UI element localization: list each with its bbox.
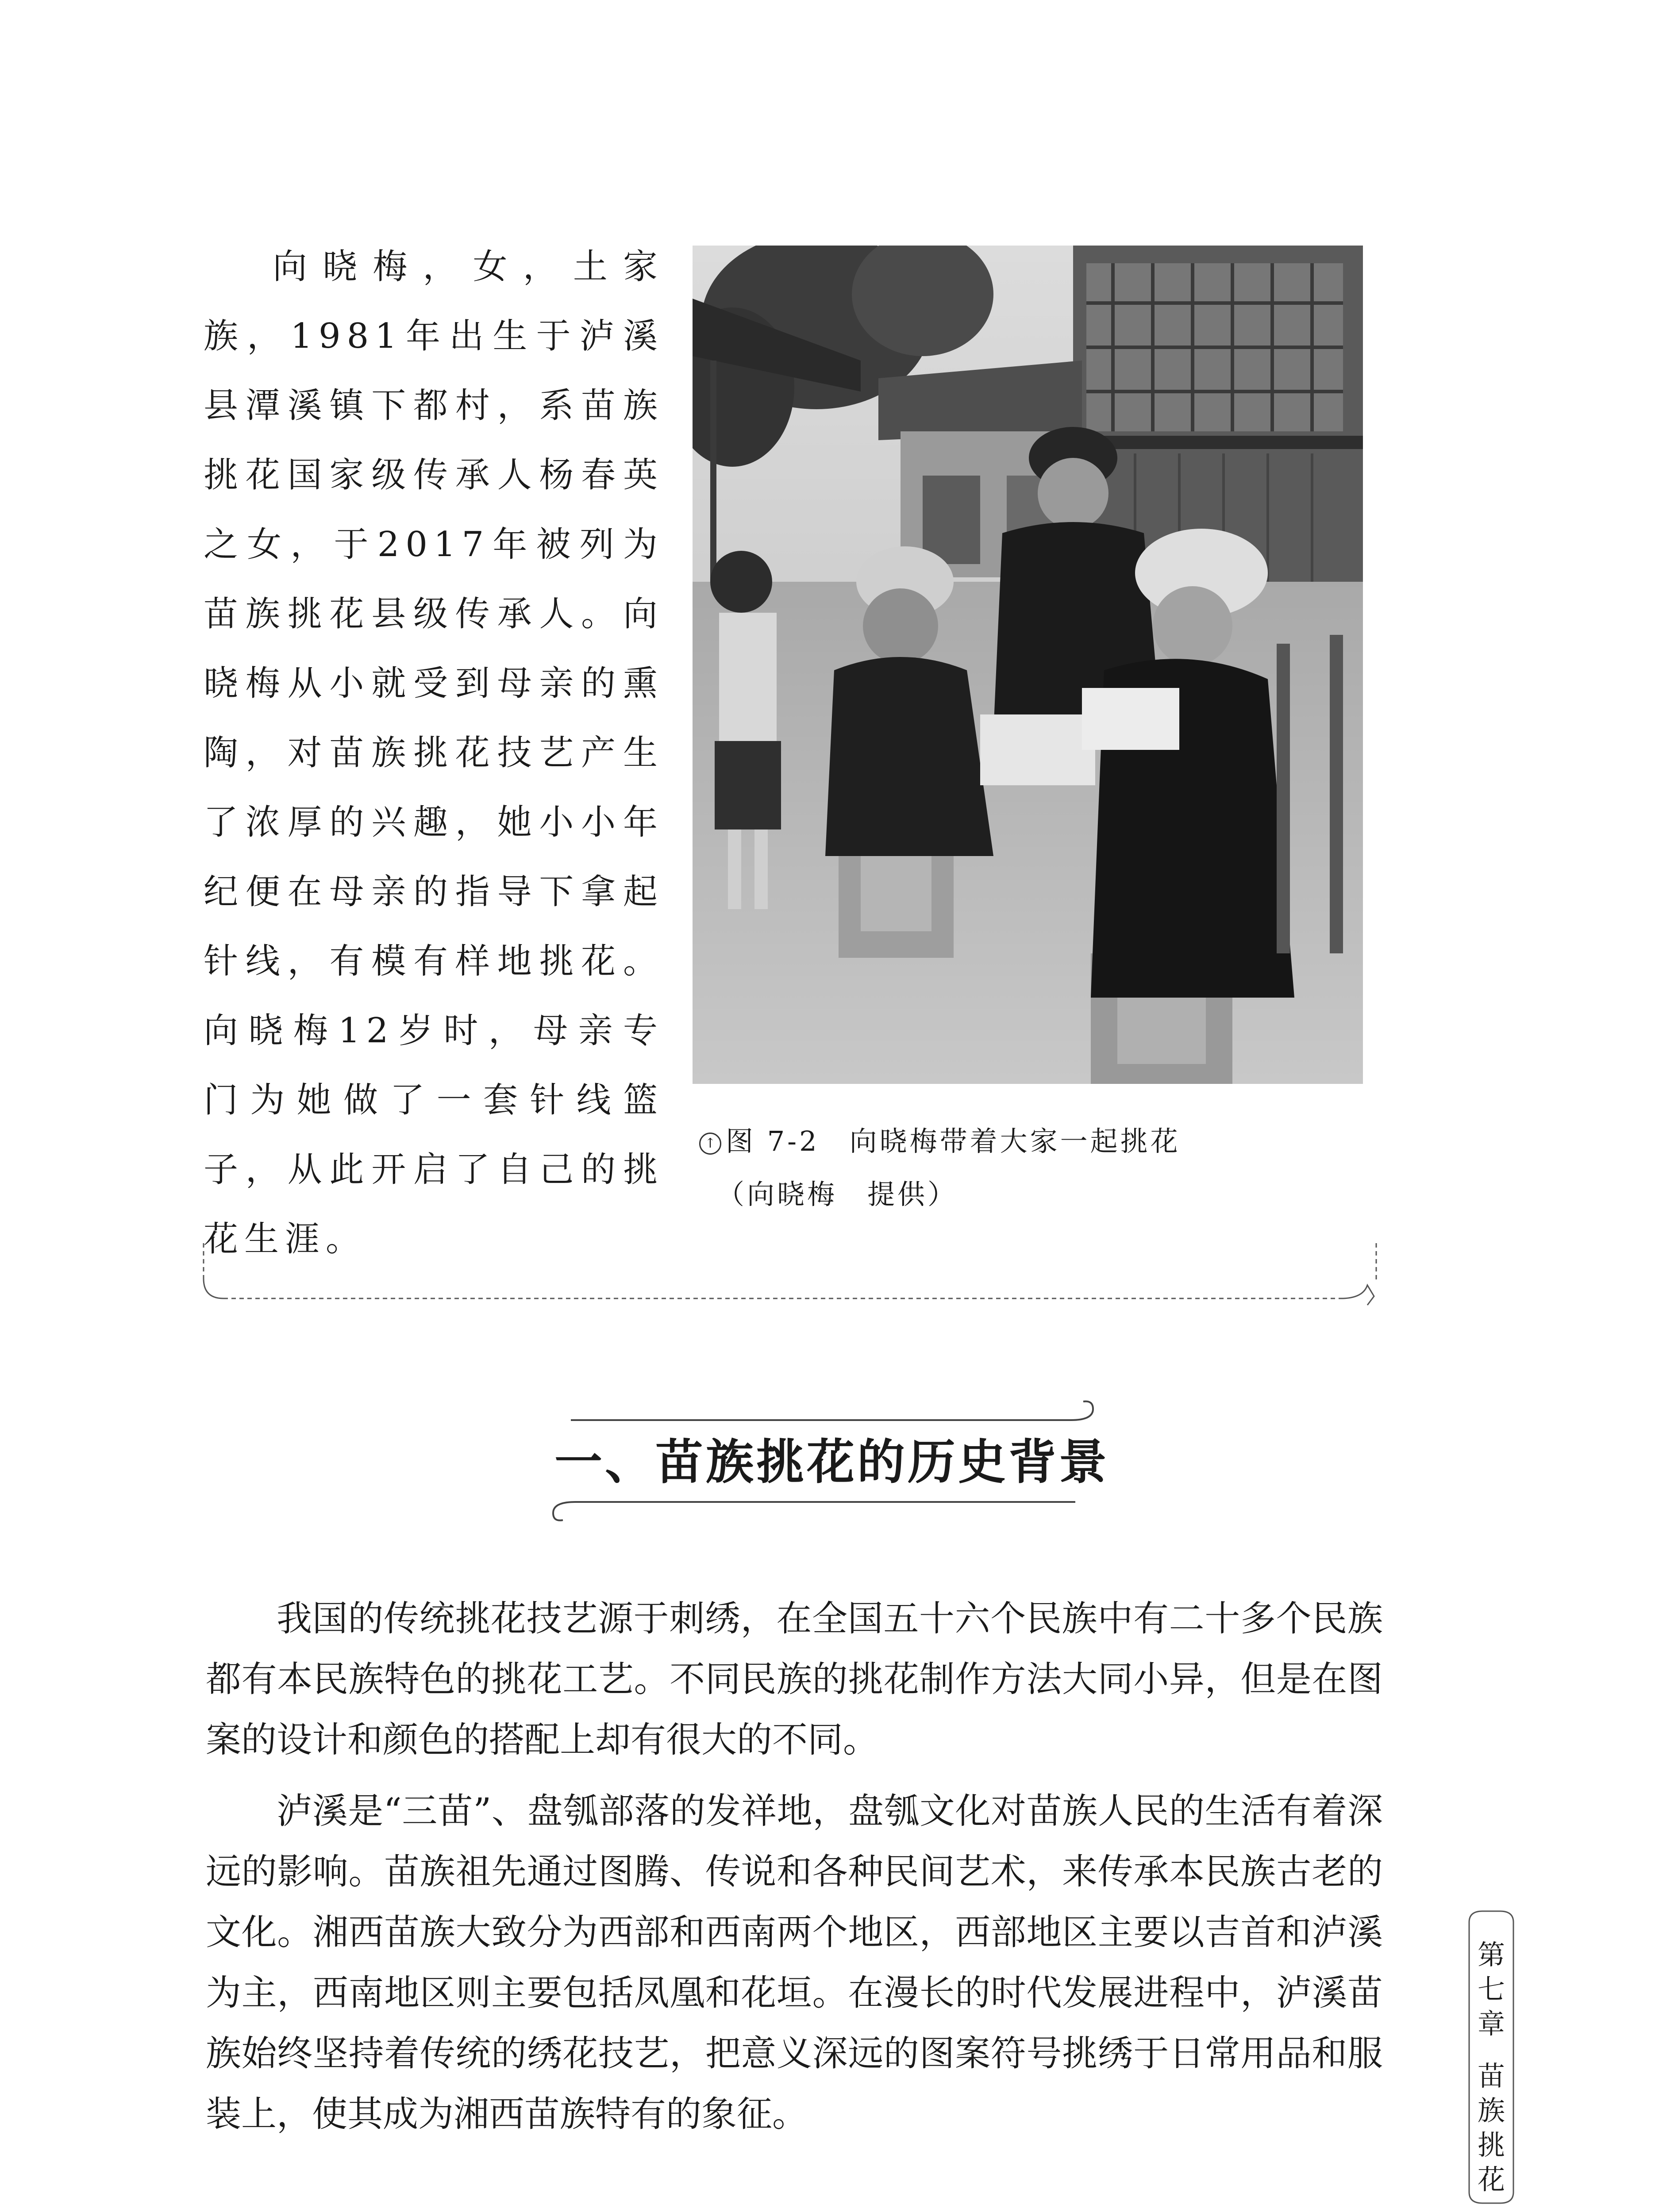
side-chapter-label — [1476, 1938, 1507, 2197]
body-text — [206, 1588, 1383, 2155]
photo-illustration — [693, 246, 1363, 1084]
side-chapter-subject: 苗族挑花 — [1477, 2060, 1505, 2196]
side-chapter-number: 第七章 — [1477, 1939, 1505, 2040]
figure-label: 图 7-2 — [726, 1125, 820, 1157]
profile-box-frame — [195, 1243, 1385, 1310]
figure-caption-line — [699, 1115, 1363, 1168]
figure-caption — [699, 1115, 1363, 1221]
figure-arrow-icon: ↑ — [699, 1133, 721, 1155]
section-title: 一、苗族挑花的历史背景 — [554, 1434, 1109, 1490]
body-paragraph: 泸溪是“三苗”、盘瓠部落的发祥地，盘瓠文化对苗族人民的生活有着深远的影响。苗族祖先通过图腾、传说和各种民间艺术，来传承本民族古老的文化。湘西苗族大致分为西部和西南两个地区，西部地区主要以吉首和泸溪为主，西南地区则主要包括凤凰和花垣。在漫长的时代发展进程中，泸溪苗族始终坚持着传统的绣花技艺，把意义深远的图案符号挑绣于日常用品和服装上，使其成为湘西苗族特有的象征。 — [206, 1790, 1383, 2135]
figure-caption-text: 向晓梅带着大家一起挑花 — [849, 1125, 1181, 1157]
photo-embroidery-group — [693, 246, 1363, 1084]
profile-box-text — [204, 232, 664, 1274]
profile-paragraph: 向晓梅，女，土家族，1981年出生于泸溪县潭溪镇下都村，系苗族挑花国家级传承人杨春英之女，于2017年被列为苗族挑花县级传承人。向晓梅从小就受到母亲的熏陶，对苗族挑花技艺产生了浓厚的兴趣，她小小年纪便在母亲的指导下拿起针线，有模有样地挑花。向晓梅12岁时，母亲专门为她做了一套针线篮子，从此开启了自己的挑花生涯。 — [204, 247, 664, 1259]
body-paragraph: 我国的传统挑花技艺源于刺绣，在全国五十六个民族中有二十多个民族都有本民族特色的挑花工艺。不同民族的挑花制作方法大同小异，但是在图案的设计和颜色的搭配上却有很大的不同。 — [206, 1598, 1383, 1760]
figure-credit: （向晓梅 提供） — [717, 1178, 958, 1210]
